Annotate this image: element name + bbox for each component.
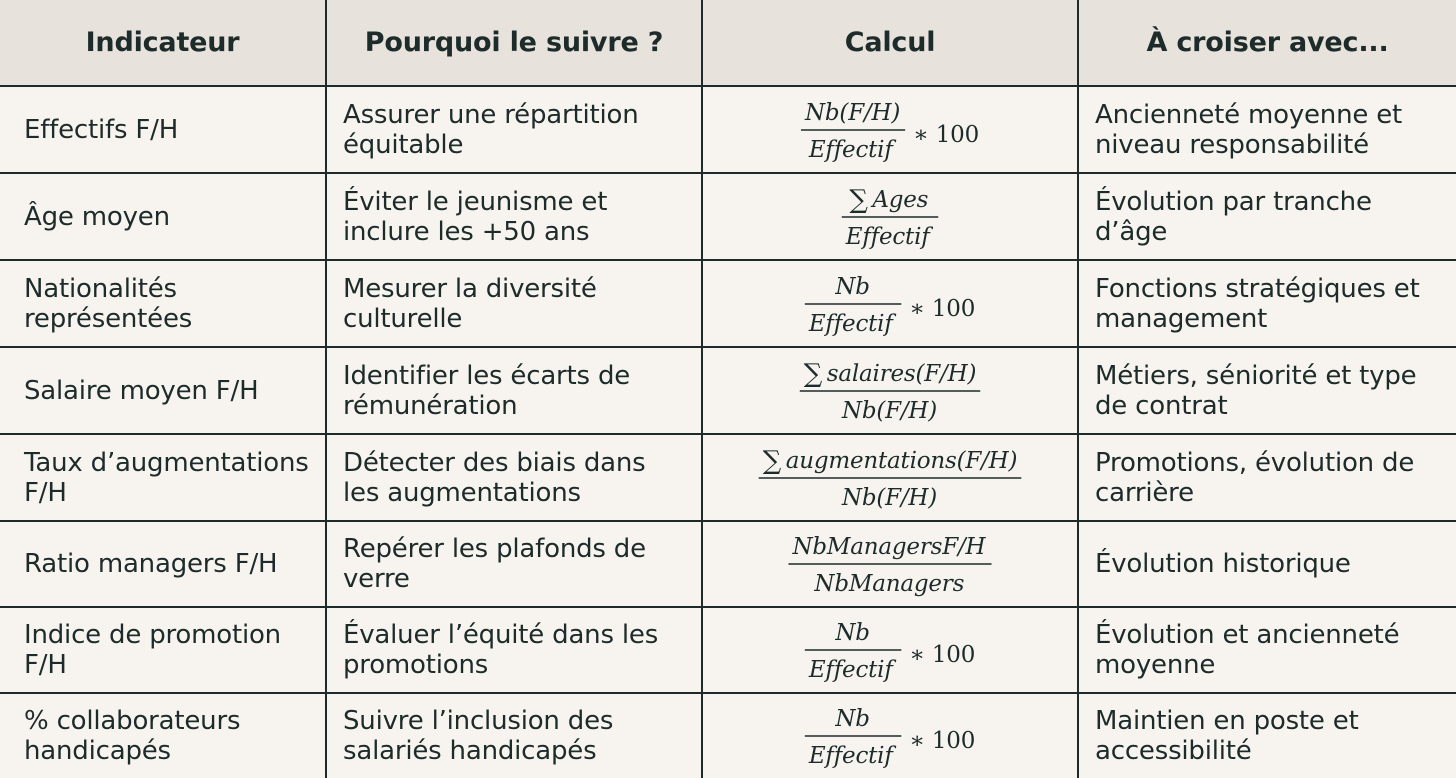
formula [720, 268, 1060, 340]
cross-cell: Évolution par tranche d’âge [1079, 174, 1456, 261]
formula-numerator: Ages [872, 186, 929, 213]
formula-cell [703, 261, 1079, 348]
cross-cell: Maintien en poste et accessibilité [1095, 706, 1359, 766]
formula-numerator: Nb [835, 273, 870, 300]
formula-numerator: NbManagersF/H [792, 534, 986, 560]
formula-denominator: Effectif [808, 136, 893, 163]
sum-symbol: ∑ [762, 445, 782, 476]
indicator-cell: Âge moyen [0, 174, 327, 261]
indicator-cell: % collaborateurs handicapés [0, 694, 327, 778]
formula [720, 181, 1060, 253]
formula-numerator: augmentations(F/H) [785, 447, 1018, 474]
formula [720, 528, 1060, 600]
why-cell: Éviter le jeunisme et inclure les +50 ans [327, 174, 703, 261]
cross-cell: Ancienneté moyenne et niveau responsabilité [1079, 87, 1456, 174]
formula-cell [703, 694, 1079, 778]
indicator-cell: Taux d’augmentations F/H [0, 435, 327, 522]
why-cell: Mesurer la diversité culturelle [327, 261, 703, 348]
formula-cell [703, 174, 1079, 261]
formula [720, 700, 1060, 772]
header-why: Pourquoi le suivre ? [327, 0, 703, 87]
cross-cell: Fonctions stratégiques et management [1079, 261, 1456, 348]
formula-denominator: Nb(F/H) [841, 484, 938, 511]
indicator-cell: Ratio managers F/H [0, 522, 327, 608]
formula [720, 94, 1060, 166]
header-indicator: Indicateur [0, 0, 327, 87]
cross-cell: Évolution et ancienneté moyenne [1079, 608, 1456, 694]
cross-cell: Promotions, évolution de carrière [1079, 435, 1456, 522]
formula-numerator: Nb [835, 706, 870, 732]
formula-numerator: Nb(F/H) [804, 99, 901, 126]
formula-denominator: Effectif [808, 657, 893, 683]
why-cell: Évaluer l’équité dans les promotions [327, 608, 703, 694]
formula-cell [703, 608, 1079, 694]
formula-multiplier: ∗ 100 [913, 121, 980, 148]
formula-multiplier: ∗ 100 [909, 295, 976, 322]
indicator-cell: Effectifs F/H [0, 87, 327, 174]
why-cell: Détecter des biais dans les augmentations [327, 435, 703, 522]
formula-multiplier: ∗ 100 [909, 728, 976, 754]
why-cell: Assurer une répartition équitable [327, 87, 703, 174]
formula-denominator: Effectif [808, 310, 893, 337]
formula-denominator: Effectif [808, 743, 893, 769]
cross-cell: Métiers, séniorité et type de contrat [1079, 348, 1456, 435]
indicator-cell: Salaire moyen F/H [0, 348, 327, 435]
indicator-cell: Indice de promotion F/H [0, 608, 327, 694]
sum-symbol: ∑ [803, 358, 823, 389]
formula-cell [703, 348, 1079, 435]
why-cell: Suivre l’inclusion des salariés handicapés [327, 694, 703, 778]
sum-symbol: ∑ [849, 184, 868, 215]
header-calculation: Calcul [703, 0, 1079, 87]
formula-cell [703, 522, 1079, 608]
formula-cell [703, 87, 1079, 174]
formula [720, 614, 1060, 686]
header-cross-with: À croiser avec... [1079, 0, 1456, 87]
formula-numerator: Nb [835, 620, 870, 646]
formula-denominator: Nb(F/H) [841, 397, 938, 424]
indicator-cell: Nationalités représentées [0, 261, 327, 348]
formula-denominator: NbManagers [814, 571, 965, 597]
why-cell: Repérer les plafonds de verre [327, 522, 703, 608]
cross-cell: Évolution historique [1079, 522, 1456, 608]
formula-denominator: Effectif [845, 223, 930, 250]
formula-numerator: salaires(F/H) [826, 360, 977, 387]
formula-multiplier: ∗ 100 [909, 642, 976, 668]
formula [720, 442, 1060, 514]
why-cell: Identifier les écarts de rémunération [327, 348, 703, 435]
formula [720, 355, 1060, 427]
formula-cell [703, 435, 1079, 522]
